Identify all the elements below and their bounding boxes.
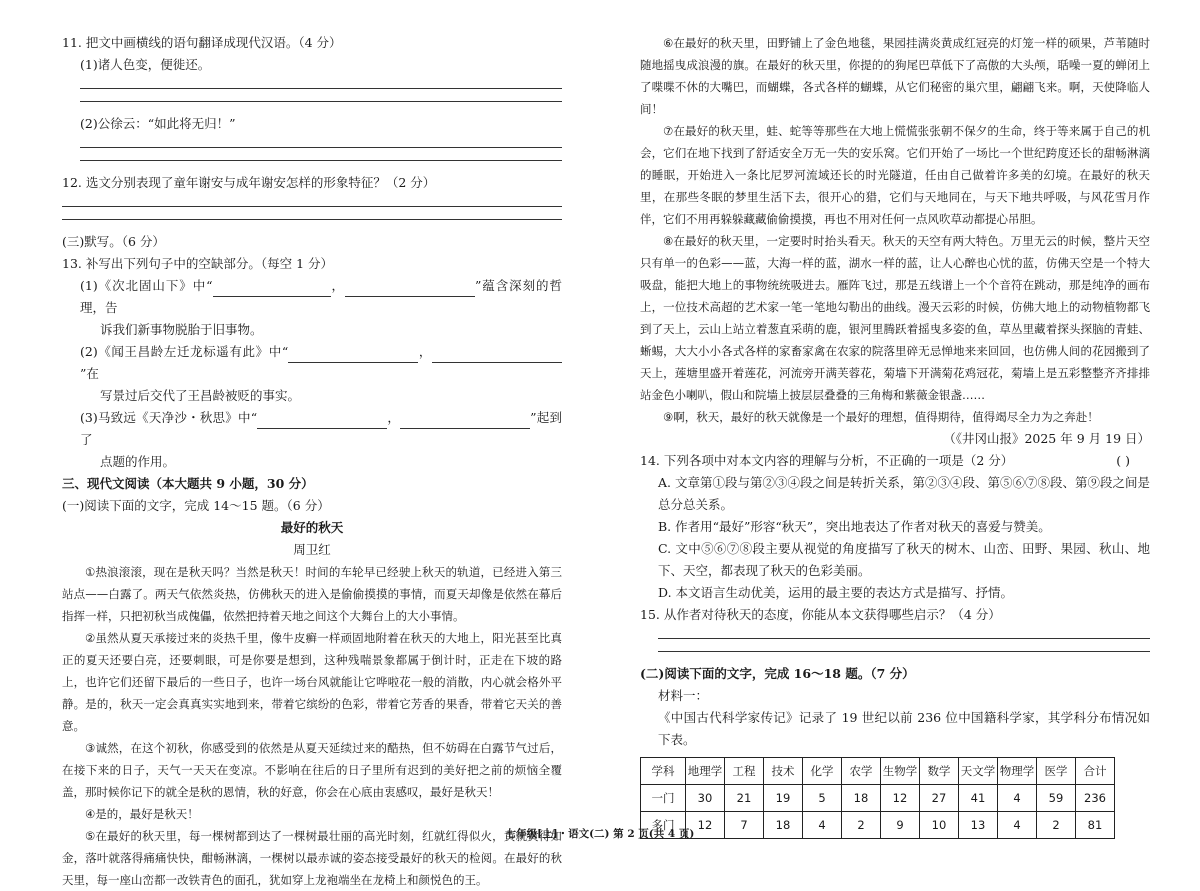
material-1-text: 《中国古代科学家传记》记录了 19 世纪以前 236 位中国籍科学家，其学科分布情况如下表。 xyxy=(658,710,1150,747)
option-a: A. 文章第①段与第②③④段之间是转折关系，第②③④段、第⑤⑥⑦⑧段、第⑨段之间是总分总关系。 xyxy=(658,475,1150,512)
table-cell: 13 xyxy=(959,812,998,839)
answer-line[interactable] xyxy=(62,219,562,220)
subsection-heading-1: (一)阅读下面的文字，完成 14～15 题。（6 分） xyxy=(62,498,330,513)
table-cell: 4 xyxy=(998,785,1037,812)
table-cell: 10 xyxy=(920,812,959,839)
fill-blank[interactable] xyxy=(288,348,418,363)
right-column xyxy=(640,32,1150,839)
table-header-cell: 合计 xyxy=(1076,758,1115,785)
article-paragraph-5: ⑤在最好的秋天里，每一棵树都到达了一棵树最壮丽的高光时刻，红就红得似火，黄就黄得如金，落叶就落得痛痛快快，酣畅淋漓，一棵树以最赤诚的姿态接受最好的秋天的检阅。在最好的秋天里，每一座山峦都一改铁青色的面孔，犹如穿上龙袍端坐在龙椅上和颜悦色的王。 xyxy=(62,829,562,887)
table-cell: 21 xyxy=(725,785,764,812)
question-12: 12. 选文分别表现了童年谢安与成年谢安怎样的形象特征？（2 分） xyxy=(62,175,436,190)
article-paragraph-2: ②虽然从夏天承接过来的炎热千里，像牛皮癣一样顽固地附着在秋天的大地上，阳光甚至比真正的夏天还要白亮，还要刺眼，可是你要是想到，这种残喘景象都属于倒计时，正走在下坡的路上，也许它们还留下最后的一些日子，也许一场台风就能让它哗啦花一般的消散，内心就会格外平静。是的，秋天一定会真真实实地到来，带着它缤纷的色彩，带着它芳香的果香，带着它天关的善意。 xyxy=(62,631,562,733)
table-header-cell: 天文学 xyxy=(959,758,998,785)
table-header-cell: 医学 xyxy=(1037,758,1076,785)
table-header-cell: 物理学 xyxy=(998,758,1037,785)
article-author: 周卫红 xyxy=(293,542,331,557)
article-source: （《井冈山报》2025 年 9 月 19 日） xyxy=(943,431,1150,446)
question-13-item-3: (3)马致远《天净沙・秋思》中“ ， ”起到了 xyxy=(80,410,562,447)
fill-blank[interactable] xyxy=(257,414,387,429)
table-header-cell: 农学 xyxy=(842,758,881,785)
table-row xyxy=(641,785,1115,812)
table-cell: 18 xyxy=(842,785,881,812)
question-13-item-3-cont: 点题的作用。 xyxy=(100,454,176,469)
answer-bracket[interactable]: ( ) xyxy=(1116,453,1130,468)
table-header-cell: 工程 xyxy=(725,758,764,785)
table-cell: 4 xyxy=(998,812,1037,839)
table-header-cell: 学科 xyxy=(641,758,686,785)
page-footer: 七年级[上]・语文(二) 第 2 页(共 4 页) xyxy=(505,828,695,840)
article-paragraph-3: ③诚然，在这个初秋，你感受到的依然是从夏天延续过来的酷热，但不妨碍在白露节气过后，在接下来的日子，天气一天天在变凉。不影响在往后的日子里所有迟到的美好把之前的烦恼全覆盖，那时候你记下的就全是秋的恩情，秋的好意，你会在心底由衷感叹，最好是秋天！ xyxy=(62,741,562,799)
table-cell: 18 xyxy=(764,812,803,839)
article-paragraph-8: ⑧在最好的秋天里，一定要时时抬头看天。秋天的天空有两大特色。万里无云的时候，整片天空只有单一的色彩——蓝，大海一样的蓝，湖水一样的蓝，让人心醉也心忧的蓝，仿佛天空是一个特大吸盘，能把大地上的事物统统吸进去。雁阵飞过，那是五线谱上一个个音符在跳动，那是纯净的画布上，一位技术高超的艺术家一笔一笔地勾勒出的曲线。漫天云彩的时候，仿佛大地上的动物植物都飞到了天上，云山上站立着葱直采萌的鹿，银河里腾跃着摇曳多姿的鱼，草丛里藏着探头探脑的青蛙、蜥蜴，大大小小各式各样的家畜家禽在农家的院落里碎无忌惮地来来回回，也仿佛人间的花园搬到了天上，莲塘里盛开着莲花，河流旁开满芙蓉花，菊墙下开满菊花鸡冠花，菊墙上是五彩整整齐齐排排站金色小喇叭，假山和院墙上披层层叠叠的三角梅和紫薇金银盏…… xyxy=(640,234,1150,402)
answer-line[interactable] xyxy=(658,638,1150,639)
table-cell: 81 xyxy=(1076,812,1115,839)
question-11: 11. 把文中画横线的语句翻译成现代汉语。（4 分） xyxy=(62,35,342,50)
table-cell: 12 xyxy=(686,812,725,839)
table-cell: 2 xyxy=(842,812,881,839)
question-11-item-2: (2)公徐云：“如此将无归！” xyxy=(80,116,236,131)
left-column xyxy=(62,32,562,891)
question-14: 14. 下列各项中对本文内容的理解与分析，不正确的一项是（2 分） ( ) xyxy=(640,450,1150,472)
answer-line[interactable] xyxy=(80,88,562,89)
table-header-cell: 地理学 xyxy=(686,758,725,785)
article-paragraph-6: ⑥在最好的秋天里，田野铺上了金色地毯，果园挂满炎黄成红冠亮的灯笼一样的硕果，芦苇随时随地摇曳成浪漫的旗。在最好的秋天里，你提的的狗尾巴草低下了高傲的大头颅，聒噪一夏的蝉闭上了喋喋不休的大嘴巴，而蝴蝶，各式各样的蝴蝶，从它们秘密的巢穴里，翩翩飞来。啊，天使降临人间！ xyxy=(640,36,1150,116)
table-cell: 41 xyxy=(959,785,998,812)
table-header-cell: 生物学 xyxy=(881,758,920,785)
article-paragraph-4: ④是的，最好是秋天！ xyxy=(85,807,199,821)
fill-blank[interactable] xyxy=(432,348,562,363)
table-cell: 9 xyxy=(881,812,920,839)
table-cell: 59 xyxy=(1037,785,1076,812)
article-paragraph-1: ①热浪滚滚，现在是秋天吗？当然是秋天！时间的车轮早已经驶上秋天的轨道，已经进入第三站点——白露了。两天气依然炎热，仿佛秋天的进入是偷偷摸摸的事情，而夏天却像是依然在幕后指挥一样，只把初秋当成傀儡，依然把持着天地之间这个大舞台上的大小事情。 xyxy=(62,565,562,623)
table-cell: 27 xyxy=(920,785,959,812)
answer-line[interactable] xyxy=(80,101,562,102)
answer-line[interactable] xyxy=(62,206,562,207)
table-cell: 一门 xyxy=(641,785,686,812)
question-13-item-1-cont: 诉我们新事物脱胎于旧事物。 xyxy=(100,322,263,337)
table-cell: 4 xyxy=(803,812,842,839)
table-cell: 12 xyxy=(881,785,920,812)
fill-blank[interactable] xyxy=(345,282,475,297)
question-11-item-1: (1)诸人色变，便徙还。 xyxy=(80,57,211,72)
option-c: C. 文中⑤⑥⑦⑧段主要从视觉的角度描写了秋天的树木、山峦、田野、果园、秋山、地下、天空，都表现了秋天的色彩美丽。 xyxy=(658,541,1150,578)
answer-line[interactable] xyxy=(658,651,1150,652)
material-1-label: 材料一： xyxy=(658,688,709,703)
fill-blank[interactable] xyxy=(400,414,530,429)
table-header-cell: 技术 xyxy=(764,758,803,785)
table-header-cell: 数学 xyxy=(920,758,959,785)
table-cell: 多门 xyxy=(641,812,686,839)
part-heading-3: 三、现代文阅读（本大题共 9 小题，30 分） xyxy=(62,476,314,491)
table-header-cell: 化学 xyxy=(803,758,842,785)
table-cell: 236 xyxy=(1076,785,1115,812)
question-13: 13. 补写出下列句子中的空缺部分。（每空 1 分） xyxy=(62,256,334,271)
section-heading-3: (三)默写。（6 分） xyxy=(62,234,165,249)
table-cell: 19 xyxy=(764,785,803,812)
question-13-item-2-cont: 写景过后交代了王昌龄被贬的事实。 xyxy=(100,388,301,403)
table-cell: 5 xyxy=(803,785,842,812)
subsection-heading-2: (二)阅读下面的文字，完成 16～18 题。（7 分） xyxy=(640,666,915,681)
option-b: B. 作者用“最好”形容“秋天”，突出地表达了作者对秋天的喜爱与赞美。 xyxy=(658,519,1051,534)
article-title: 最好的秋天 xyxy=(280,520,344,535)
question-13-item-1: (1)《次北固山下》中“ ， ”蕴含深刻的哲理，告 xyxy=(80,278,562,315)
answer-line[interactable] xyxy=(80,160,562,161)
option-d: D. 本文语言生动优美，运用的最主要的表达方式是描写、抒情。 xyxy=(658,585,1014,600)
question-13-item-2: (2)《闻王昌龄左迁龙标遥有此》中“ ，”在 xyxy=(62,341,562,385)
table-header-row xyxy=(641,758,1115,785)
table-cell: 30 xyxy=(686,785,725,812)
answer-line[interactable] xyxy=(80,147,562,148)
fill-blank[interactable] xyxy=(213,282,331,297)
article-paragraph-9: ⑨啊，秋天，最好的秋天就像是一个最好的理想，值得期待，值得竭尽全力为之奔赴！ xyxy=(663,410,1099,424)
table-cell: 7 xyxy=(725,812,764,839)
article-paragraph-7: ⑦在最好的秋天里，蛙、蛇等等那些在大地上慌慌张张朝不保夕的生命，终于等来属于自己的机会，它们在地下找到了舒适安全万无一失的安乐窝。它们开始了一场比一个世纪跨度还长的甜畅淋漓的睡眠，开始进入一条比尼罗河流域还长的时光隧道，任由自己做着许多美的幻境。在最好的秋天里，在那些冬眠的梦里生活下去，很开心的猎，它们与天地同在，与天下地共呼吸，与风花雪月作伴，它们不用再躲躲藏藏偷偷摸摸，再也不用对任何一点风吹草动都提心吊胆。 xyxy=(640,124,1150,226)
table-cell: 2 xyxy=(1037,812,1076,839)
question-15: 15. 从作者对待秋天的态度，你能从本文获得哪些启示？（4 分） xyxy=(640,607,1001,622)
